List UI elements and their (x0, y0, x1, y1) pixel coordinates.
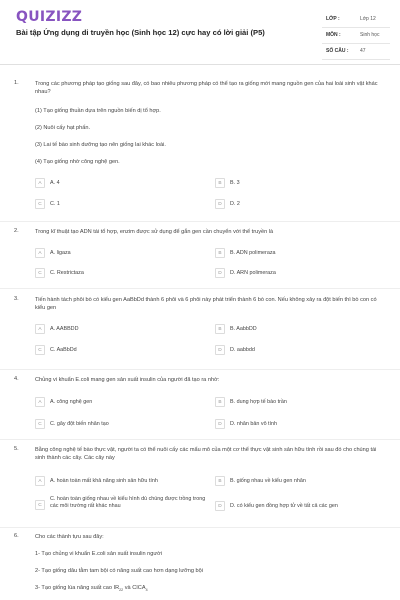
option-d[interactable] (215, 197, 240, 211)
option-text: C. hoàn toàn giống nhau về kiểu hình dù chúng được trồng trong các môi trường rất khác nhau (50, 496, 206, 509)
meta-label: MÔN : (326, 32, 341, 38)
option-b[interactable] (215, 322, 257, 336)
option-key: A (35, 324, 45, 334)
meta-label: SỐ CÂU : (326, 48, 349, 54)
option-key: C (35, 500, 45, 510)
subscript: 4 (145, 588, 148, 593)
option-b[interactable] (215, 474, 306, 488)
option-a[interactable] (35, 474, 158, 488)
option-c[interactable] (35, 197, 60, 211)
meta-label: LỚP : (326, 16, 340, 22)
option-text: A. ligaza (50, 249, 71, 256)
option-text: C. 1 (50, 200, 60, 207)
question-number: 4. (14, 376, 19, 382)
header-divider (0, 64, 400, 65)
question-2 (14, 228, 386, 286)
question-divider (0, 439, 400, 440)
question-6 (14, 533, 386, 599)
option-key: A (35, 248, 45, 258)
option-key: C (35, 268, 45, 278)
option-key: D (215, 419, 225, 429)
question-divider (0, 527, 400, 528)
option-key: D (215, 501, 225, 511)
question-1 (14, 80, 386, 220)
question-text: Cho các thành tựu sau đây: (35, 534, 104, 540)
option-text: B. dung hợp tế bào trần (230, 398, 287, 405)
option-key: B (215, 476, 225, 486)
option-a[interactable] (35, 246, 71, 260)
option-key: D (215, 345, 225, 355)
option-b[interactable] (215, 176, 240, 190)
option-key: C (35, 419, 45, 429)
question-text: Bằng công nghệ tế bào thực vật, người ta có thể nuôi cấy các mẩu mô của một cơ thể thực vật sinh sản hữu tính rồi sau đó cho chúng tái sinh thành các cây. Các cây này (35, 447, 377, 462)
option-key: C (35, 345, 45, 355)
option-text: D. 2 (230, 200, 240, 207)
question-5 (14, 446, 386, 524)
quizizz-logo[interactable]: QUIZIZZ (16, 9, 83, 25)
meta-value: Lớp 12 (360, 16, 376, 22)
question-number: 6. (14, 533, 19, 539)
subscript: 22 (119, 588, 124, 593)
option-text: A. AABBDD (50, 325, 79, 332)
option-key: D (215, 268, 225, 278)
statement-text: và CICA (123, 585, 146, 591)
option-d[interactable] (215, 266, 276, 280)
meta-value: Sinh học (360, 32, 380, 38)
question-number: 1. (14, 80, 19, 86)
meta-row-subject (322, 28, 390, 44)
option-text: A. 4 (50, 179, 60, 186)
option-text: D. aabbdd (230, 346, 255, 353)
option-key: C (35, 199, 45, 209)
question-text: Trong các phương pháp tạo giống sau đây, có bao nhiêu phương pháp có thể tạo ra giống mới mang nguồn gen của hai loài sinh vật khác nhau? (35, 81, 378, 96)
option-text: B. AabbDD (230, 325, 257, 332)
option-key: A (35, 178, 45, 188)
document-header (0, 0, 400, 62)
option-text: B. giống nhau về kiểu gen nhân (230, 477, 306, 484)
option-c[interactable] (35, 343, 77, 357)
statement: 2- Tạo giống dâu tằm tam bội có năng suất cao hơn dạng lưỡng bội (35, 568, 204, 574)
option-text: D. có kiểu gen đồng hợp tử về tất cả các gen (230, 502, 338, 509)
option-d[interactable] (215, 417, 277, 431)
option-text: C. Restrictaza (50, 269, 84, 276)
option-c[interactable] (35, 496, 210, 516)
option-key: B (215, 178, 225, 188)
meta-value: 47 (360, 48, 366, 54)
question-text: Chủng vi khuẩn E.coli mang gen sản xuất insulin của người đã tạo ra nhờ: (35, 377, 220, 383)
statement-text: 3- Tạo giống lúa năng suất cao IR (35, 585, 120, 591)
question-divider (0, 369, 400, 370)
page-title: Bài tập Ứng dụng di truyền học (Sinh học 12) cực hay có lời giải (P5) (16, 28, 265, 37)
question-number: 3. (14, 296, 19, 302)
option-text: A. công nghệ gen (50, 398, 93, 405)
option-text: A. hoàn toàn mất khả năng sinh sản hữu tính (50, 477, 158, 484)
statement: 1- Tạo chủng vi khuẩn E.coli sản xuất insulin người (35, 551, 163, 557)
statement (35, 584, 385, 594)
statement: (4) Tạo giống nhờ công nghệ gen. (35, 159, 120, 165)
option-a[interactable] (35, 395, 92, 409)
option-key: D (215, 199, 225, 209)
meta-table (322, 12, 390, 60)
option-text: C. gây đột biến nhân tạo (50, 420, 109, 427)
question-number: 2. (14, 228, 19, 234)
meta-row-grade (322, 12, 390, 28)
option-text: C. AaBbDd (50, 346, 77, 353)
option-text: B. 3 (230, 179, 240, 186)
option-text: D. ARN polimeraza (230, 269, 276, 276)
option-text: B. ADN polimeraza (230, 249, 276, 256)
option-c[interactable] (35, 266, 84, 280)
option-key: A (35, 476, 45, 486)
question-divider (0, 288, 400, 289)
option-key: B (215, 397, 225, 407)
option-b[interactable] (215, 395, 287, 409)
option-d[interactable] (215, 343, 255, 357)
option-a[interactable] (35, 176, 60, 190)
option-text: D. nhân bản vô tính (230, 420, 278, 427)
option-d[interactable] (215, 499, 338, 513)
statement: (2) Nuôi cấy hạt phấn. (35, 125, 91, 131)
question-text: Trong kĩ thuật tạo ADN tái tổ hợp, enzim được sử dụng để gắn gen cần chuyển với thể truyền là (35, 229, 274, 235)
question-4 (14, 376, 386, 436)
statement: (1) Tạo giống thuần dựa trên nguồn biến dị tổ hợp. (35, 108, 161, 114)
option-key: B (215, 248, 225, 258)
option-key: B (215, 324, 225, 334)
option-b[interactable] (215, 246, 276, 260)
question-divider (0, 221, 400, 222)
option-a[interactable] (35, 322, 78, 336)
question-3 (14, 296, 386, 366)
meta-row-count (322, 44, 390, 60)
statement: (3) Lai tế bào sinh dưỡng tạo nên giống lai khác loài. (35, 142, 166, 148)
option-c[interactable] (35, 417, 109, 431)
question-text: Tiến hành tách phôi bò có kiểu gen AaBbDd thành 6 phôi và 6 phôi này phát triển thành 6 bò con. Nếu không xảy ra đột biến thì bò con có kiểu gen (35, 297, 377, 312)
option-key: A (35, 397, 45, 407)
question-number: 5. (14, 446, 19, 452)
